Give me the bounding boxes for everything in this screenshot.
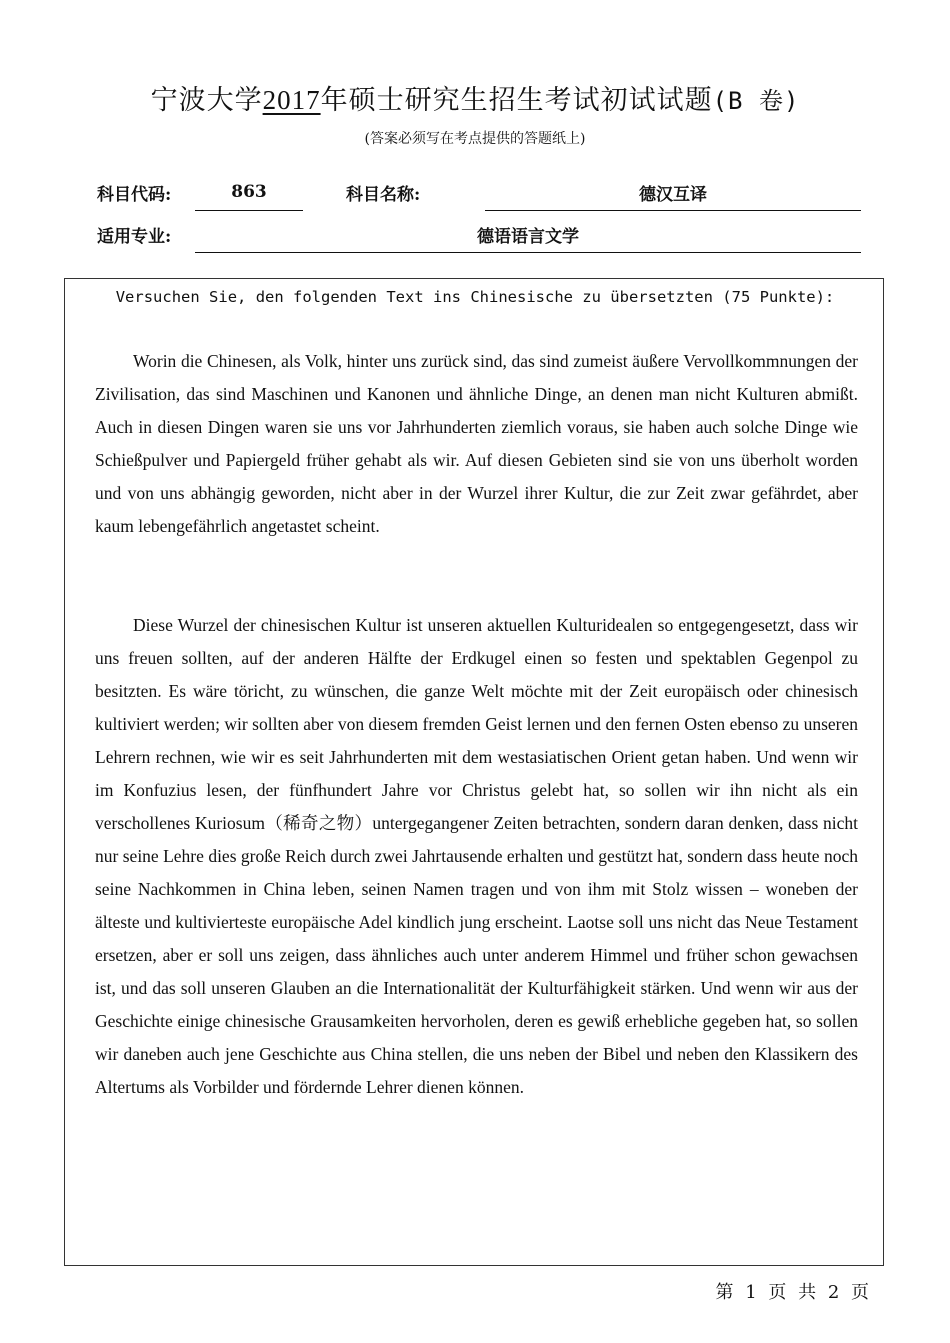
text-paragraph-2: Diese Wurzel der chinesischen Kultur ist unseren aktuellen Kulturidealen so entgegengesetzt, dass wir uns freuen sollten, auf der anderen Hälfte der Erdkugel einen so festen und spektablen Gegenpol zu besitzten. Es wäre töricht, zu wünschen, die ganze Welt möchte mit der Zeit europäisch oder chinesisch kultiviert werden; wir sollten aber von diesem fremden Geist lernen und den fernen Osten ebenso zu unseren Lehrern rechnen, wie wir es seit Jahrhunderten mit dem westasiatischen Orient getan haben. Und wenn wir im Konfuzius lesen, der fünfhundert Jahre vor Christus gelebt hat, so sollen wir ihn nicht als ein verschollenes Kuriosum（稀奇之物）untergegangener Zeiten betrachten, sondern daran denken, dass nicht nur seine Lehre dies große Reich durch zwei Jahrtausende erhalten und gestützt hat, sondern dass heute noch seine Nachkommen in China leben, seinen Namen tragen und von ihm mit Stolz wissen – woneben der älteste und kultivierteste europäische Adel kindlich jung erscheint. Laotse soll uns nicht das Neue Testament ersetzen, aber er soll uns zeigen, dass ähnliches auch unter anderem Himmel und früher schon gewachsen ist, und das soll unseren Glauben an die Internationalität der Kulturfähigkeit stärken. Und wenn wir aus der Geschichte einige chinesische Grausamkeiten hervorholen, deren es gewiß erhebliche gegeben hat, so sollen wir daneben auch jene Geschichte aus China stellen, die uns neben der Bibel und neben den Klassikern des Altertums als Vorbilder und fördernde Lehrer dienen können. <box>95 615 858 1097</box>
major-label: 适用专业: <box>97 227 172 247</box>
subject-name-underline <box>485 210 861 211</box>
question-instruction: Versuchen Sie, den folgenden Text ins Chinesische zu übersetzten (75 Punkte): <box>115 288 835 306</box>
subject-name-value: 德汉互译 <box>639 185 707 205</box>
answer-instruction-note: (答案必须写在考点提供的答题纸上) <box>364 131 586 147</box>
title-year: 2017 <box>262 85 321 115</box>
page-number: 第 1 页 共 2 页 <box>715 1282 872 1303</box>
major-value: 德语语言文学 <box>477 227 579 247</box>
subject-name-label: 科目名称: <box>346 185 421 205</box>
text-paragraph-1: Worin die Chinesen, als Volk, hinter uns zurück sind, das sind zumeist äußere Vervollkommnungen der Zivilisation, das sind Maschinen und Kanonen und ähnliche Dinge, an denen man nicht Kulturen abmißt. Auch in diesen Dingen waren sie uns vor Jahrhunderten ziemlich voraus, sie haben auch solche Dinge wie Schießpulver und Papiergeld früher gehabt als wir. Auf diesen Gebieten sind sie von uns überholt worden und von uns abhängig geworden, nicht aber in der Wurzel ihrer Kultur, die zur Zeit zwar gefährdet, aber kaum lebengefährlich angetastet scheint. <box>95 351 858 536</box>
title-exam-name: 年硕士研究生招生考试初试试题 <box>320 85 713 116</box>
subject-code-value: 863 <box>231 182 267 202</box>
subject-code-label: 科目代码: <box>97 185 172 205</box>
title-paper-version: (B 卷) <box>712 87 800 115</box>
title-school: 宁波大学 <box>150 85 263 116</box>
exam-title <box>0 78 950 117</box>
major-underline <box>195 252 861 253</box>
subject-code-underline <box>195 210 303 211</box>
